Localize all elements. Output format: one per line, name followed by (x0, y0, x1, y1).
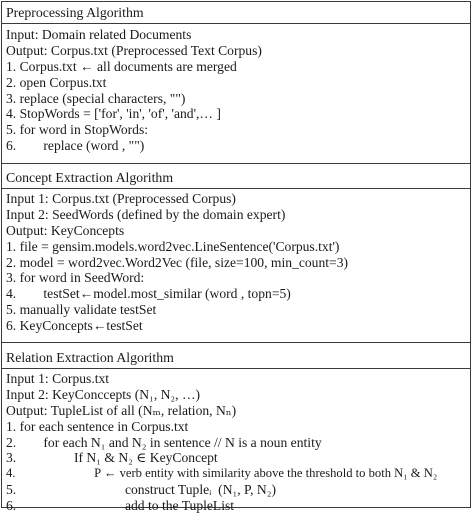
algorithm-line: Input 2: SeedWords (defined by the domain expert) (6, 206, 286, 222)
algorithm-line: Output: TupleList of all (Nₘ, relation, Nₙ) (6, 402, 237, 418)
algorithm-line: 4. P ← verb entity with similarity above the threshold to both N₁ & N₂ (6, 466, 438, 481)
algorithm-line: 6. add to the TupleList (6, 498, 235, 514)
section-title: Concept Extraction Algorithm (6, 170, 174, 185)
algorithm-line: 2. for each N₁ and N₂ in sentence // N is a noun entity (6, 434, 322, 450)
preprocessing-section (2, 2, 470, 154)
algorithm-line: 5. construct Tupleᵢ (N₁, P, N₂) (6, 482, 276, 498)
algorithm-line: Output: Corpus.txt (Preprocessed Text Corpus) (6, 42, 262, 58)
algorithm-line: Output: KeyConcepts (6, 222, 125, 238)
algorithm-line: 5. for word in StopWords: (6, 122, 149, 138)
algorithm-line: 6. KeyConcepts←testSet (6, 318, 143, 334)
algorithm-line: 4. testSet←model.most_similar (word , topn=5) (6, 286, 291, 302)
concept-extraction-section (2, 167, 470, 334)
algorithm-line: 3. for word in SeedWord: (6, 270, 145, 286)
algorithm-line: 1. Corpus.txt ← all documents are merged (6, 58, 237, 74)
algorithm-line: Input 2: KeyConccepts (N₁, N₂, …) (6, 386, 201, 402)
algorithm-line: 1. file = gensim.models.word2vec.LineSentence('Corpus.txt') (6, 238, 340, 254)
algorithm-line: 4. StopWords = ['for', 'in', 'of', 'and',… ] (6, 106, 221, 122)
algorithm-line: 2. model = word2vec.Word2Vec (file, size=100, min_count=3) (6, 254, 349, 270)
section-title: Preprocessing Algorithm (6, 5, 144, 20)
section-title: Relation Extraction Algorithm (6, 350, 174, 365)
algorithm-line: 6. replace (word , "") (6, 138, 145, 154)
section-divider (2, 163, 470, 164)
section-divider (2, 342, 470, 343)
algorithm-line: 3. If N₁ & N₂ ∈ KeyConcept (6, 450, 218, 466)
algorithm-line: Input 1: Corpus.txt (Preprocessed Corpus) (6, 191, 236, 206)
algorithm-table (1, 1, 471, 514)
algorithm-line: Input: Domain related Documents (6, 27, 192, 42)
algorithm-line: Input 1: Corpus.txt (6, 371, 110, 386)
algorithm-line: 2. open Corpus.txt (6, 74, 107, 90)
algorithm-line: 1. for each sentence in Corpus.txt (6, 418, 189, 434)
algorithm-line: 3. replace (special characters, "") (6, 90, 186, 106)
algorithm-line: 5. manually validate testSet (6, 302, 157, 318)
relation-extraction-section (2, 347, 470, 514)
